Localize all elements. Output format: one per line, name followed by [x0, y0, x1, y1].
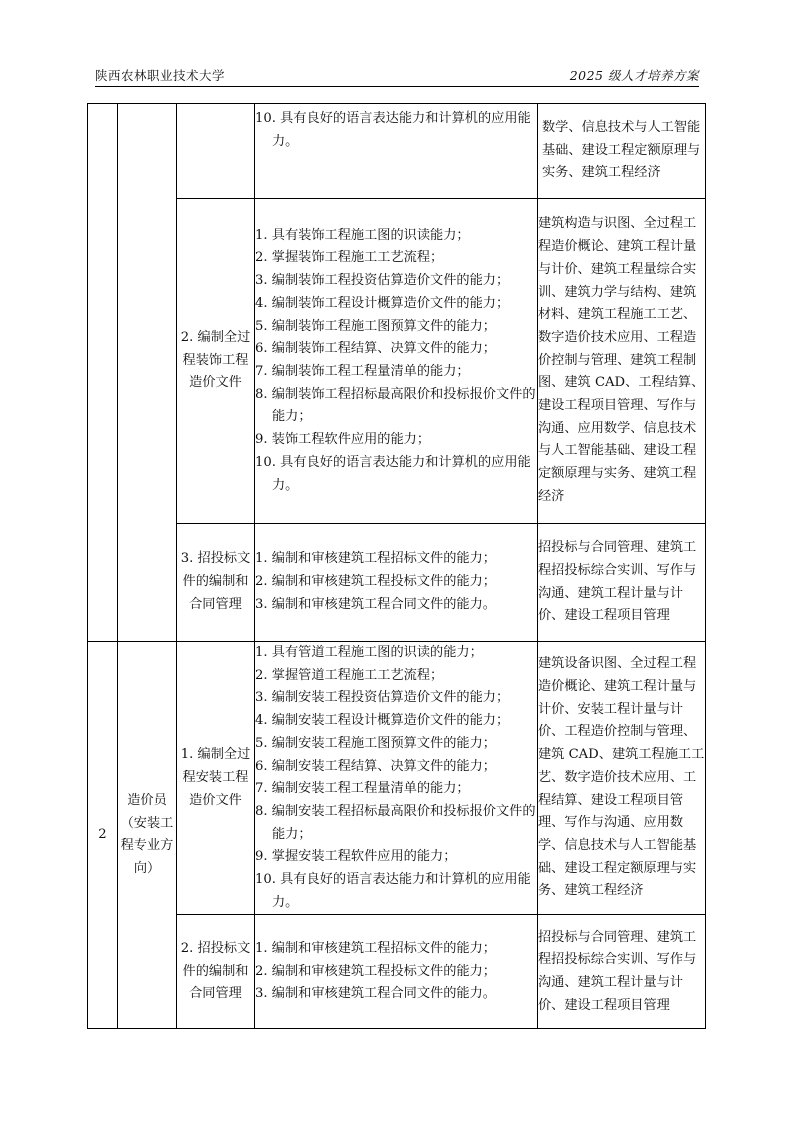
table-row: [88, 104, 706, 199]
ability-item: 4. 编制安装工程设计概算造价文件的能力；: [255, 713, 510, 729]
document-title: 2025 级人才培养方案: [569, 68, 699, 83]
ability-item: 1. 具有装饰工程施工图的识读能力；: [255, 227, 470, 243]
table-row: [88, 642, 706, 915]
ability-item: 3. 编制装饰工程投资估算造价文件的能力；: [255, 273, 510, 289]
ability-item: 1. 编制和审核建筑工程招标文件的能力；: [255, 940, 496, 956]
ability-item: 9. 掌握安装工程软件应用的能力；: [255, 849, 457, 865]
school-name: 陕西农林职业技术大学: [95, 68, 226, 83]
post-cell: [118, 642, 177, 1029]
task-text: 1. 编制全过程安装工程造价文件: [180, 747, 251, 808]
header-rule: [95, 86, 699, 87]
ability-item: 3. 编制和审核建筑工程合同文件的能力。: [255, 596, 496, 612]
courses-cell: [538, 642, 706, 915]
abilities-cell: [255, 199, 538, 524]
courses-text: 招投标与合同管理、建筑工程招投标综合实训、写作与沟通、建筑工程计量与计价、建设工程项目管理: [538, 929, 697, 1013]
ability-item: 5. 编制装饰工程施工图预算文件的能力；: [255, 318, 496, 334]
ability-item: 6. 编制安装工程结算、决算文件的能力；: [255, 758, 496, 774]
task-text: 2. 招投标文件的编制和合同管理: [180, 940, 251, 1002]
ability-item: 8. 编制安装工程招标最高限价和投标报价文件的能力；: [255, 803, 536, 842]
task-cell: [177, 199, 255, 524]
table-row: [88, 524, 706, 642]
abilities-cell: [255, 104, 538, 199]
ability-item: 7. 编制安装工程工程量清单的能力；: [255, 781, 470, 797]
training-plan-table: [87, 103, 706, 1029]
courses-cell: [538, 524, 706, 642]
ability-item: 1. 具有管道工程施工图的识读的能力；: [255, 645, 483, 660]
table-row: [88, 199, 706, 524]
ability-item: 2. 掌握管道工程施工工艺流程；: [255, 667, 444, 683]
abilities-cell: [255, 915, 538, 1029]
task-text: 2. 编制全过程装饰工程造价文件: [180, 329, 251, 391]
courses-text: 招投标与合同管理、建筑工程招投标综合实训、写作与沟通、建筑工程计量与计价、建设工程项目管理: [538, 540, 697, 624]
ability-item: 3. 编制和审核建筑工程合同文件的能力。: [255, 986, 496, 1002]
task-cell: [177, 524, 255, 642]
courses-text: 建筑构造与识图、全过程工程造价概论、建筑工程计量与计价、建筑工程量综合实训、建筑力学与结构、建筑材料、建筑工程施工工艺、数字造价技术应用、工程造价控制与管理、建筑工程制图、建筑 CAD、工程结算、建设工程项目管理、写作与沟通、应用数学、信息技术与人工智能基础、建设工程定额原理与实务、建筑工程经济: [538, 216, 705, 504]
ability-item: 6. 编制装饰工程结算、决算文件的能力；: [255, 341, 496, 357]
ability-item: 5. 编制安装工程施工图预算文件的能力；: [255, 735, 496, 751]
ability-item: 10. 具有良好的语言表达能力和计算机的应用能力。: [255, 111, 531, 149]
ability-item: 2. 编制和审核建筑工程投标文件的能力；: [255, 963, 496, 979]
ability-item: 2. 编制和审核建筑工程投标文件的能力；: [255, 574, 496, 590]
task-cell: [177, 915, 255, 1029]
courses-cell: [538, 104, 706, 199]
ability-item: 8. 编制装饰工程招标最高限价和投标报价文件的能力；: [255, 386, 536, 425]
abilities-cell: [255, 524, 538, 642]
abilities-cell: [255, 642, 538, 915]
post-text: 造价员（安装工程专业方向）: [120, 792, 174, 876]
ability-item: 10. 具有良好的语言表达能力和计算机的应用能力。: [255, 454, 531, 493]
task-cell: [177, 642, 255, 915]
courses-text: 建筑设备识图、全过程工程造价概论、建筑工程计量与计价、安装工程计量与计价、工程造价控制与管理、建筑 CAD、建筑工程施工工艺、数字造价技术应用、工程结算、建设工程项目管理、写作与沟通、应用数学、信息技术与人工智能基础、建设工程定额原理与实务、建筑工程经济: [538, 656, 705, 899]
ability-item: 10. 具有良好的语言表达能力和计算机的应用能力。: [255, 872, 531, 910]
row-number: 2: [98, 826, 107, 842]
task-cell: [177, 104, 255, 199]
courses-cell: [538, 199, 706, 524]
task-text: 3. 招投标文件的编制和合同管理: [180, 551, 251, 612]
table-row: [88, 915, 706, 1029]
page-header: [95, 64, 699, 84]
number-cell-continued: [88, 104, 118, 642]
ability-item: 9. 装饰工程软件应用的能力；: [255, 432, 431, 448]
courses-text: 数学、信息技术与人工智能基础、建设工程定额原理与实务、建筑工程经济: [542, 119, 701, 181]
ability-item: 4. 编制装饰工程设计概算造价文件的能力；: [255, 295, 510, 311]
ability-item: 7. 编制装饰工程工程量清单的能力；: [255, 364, 470, 379]
ability-item: 1. 编制和审核建筑工程招标文件的能力；: [255, 551, 496, 567]
number-cell: [88, 642, 118, 1029]
post-cell-continued: [118, 104, 177, 642]
courses-cell: [538, 915, 706, 1029]
ability-item: 3. 编制安装工程投资估算造价文件的能力；: [255, 690, 510, 706]
ability-item: 2. 掌握装饰工程施工工艺流程；: [255, 250, 444, 266]
